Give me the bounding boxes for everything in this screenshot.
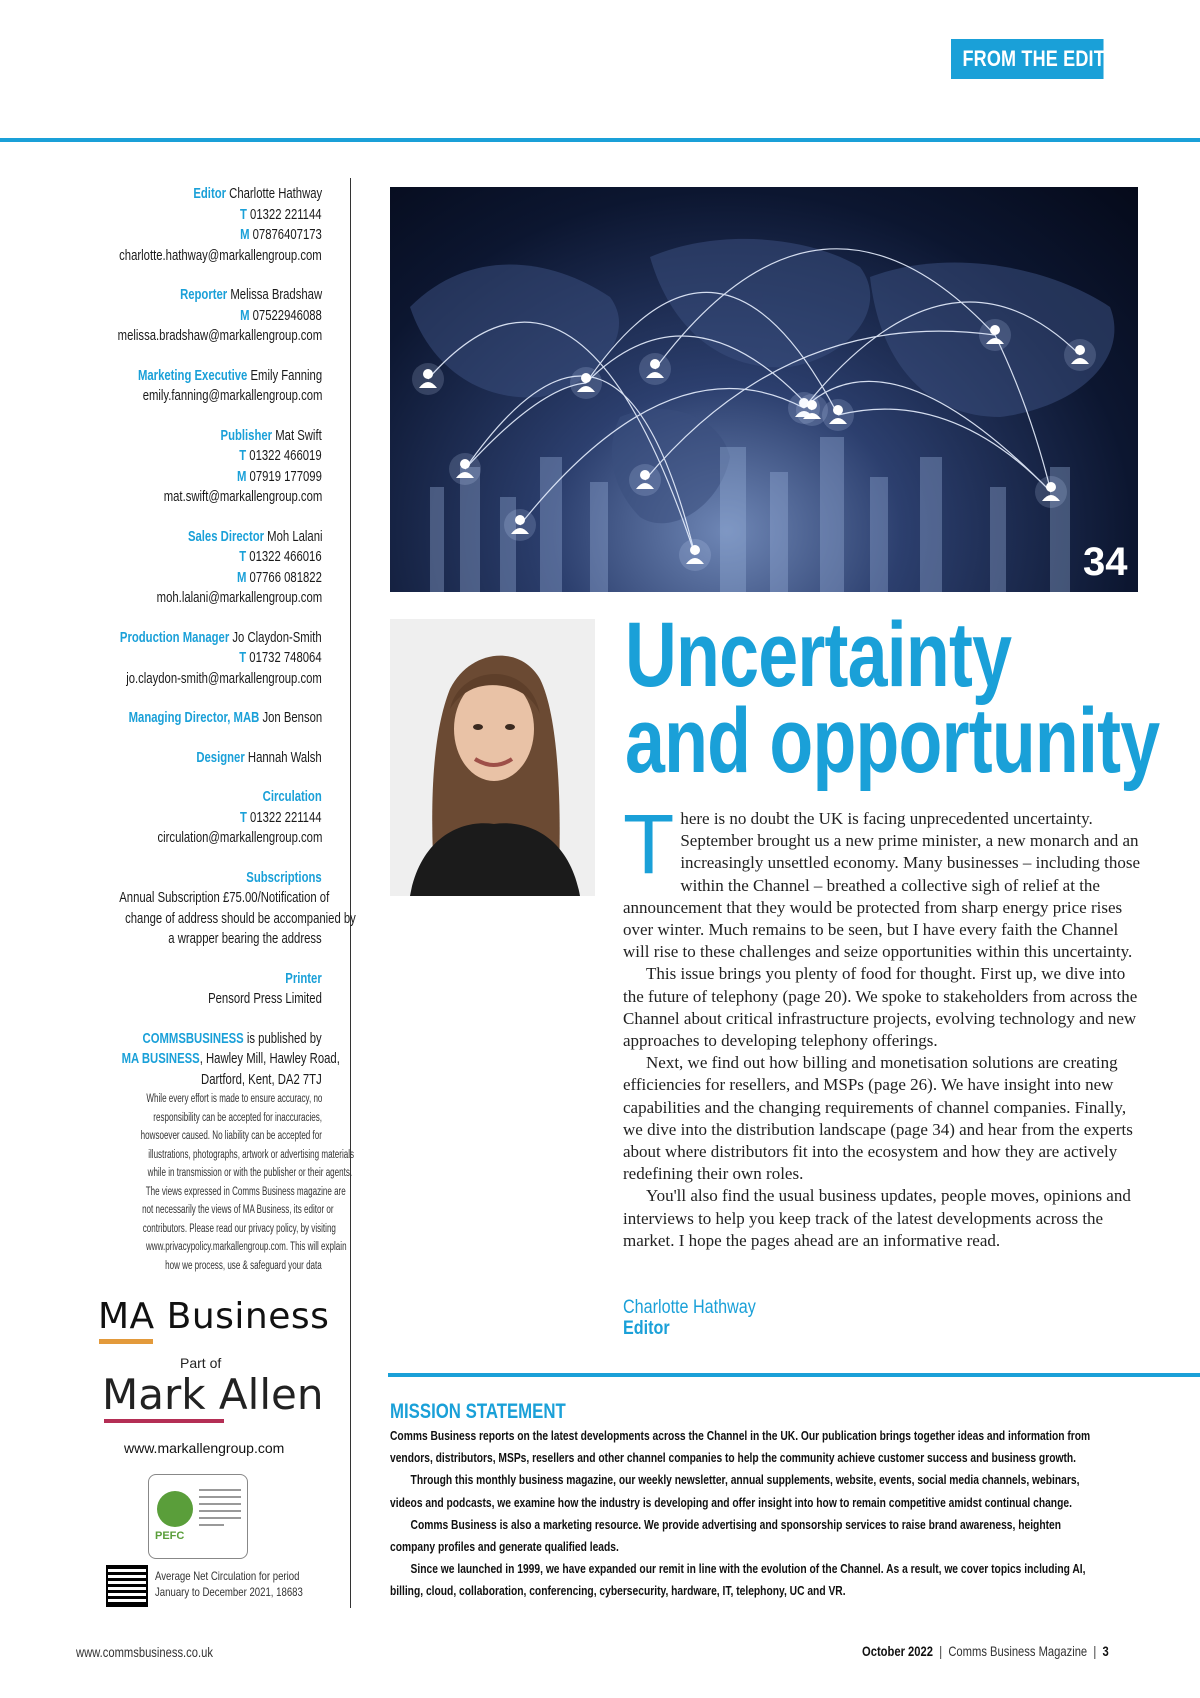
footer-issue-info <box>862 1643 1170 1659</box>
mission-title: MISSION STATEMENT <box>390 1400 566 1423</box>
phone-number: 07876407173 <box>252 227 322 243</box>
contact-type: M <box>240 227 250 243</box>
staff-entry <box>60 527 322 609</box>
footer-website-link[interactable]: www.commsbusiness.co.uk <box>76 1644 213 1660</box>
phone-number: 07919 177099 <box>249 468 322 485</box>
staff-entry <box>60 285 322 347</box>
publisher-block: COMMSBUSINESS is published by MA BUSINESS, Hawley Mill, Hawley Road, Dartford, Kent, DA2 7TJ <box>60 1029 322 1091</box>
masthead <box>60 184 356 1275</box>
circulation-note: Average Net Circulation for period January to December 2021, 18683 <box>155 1569 303 1599</box>
signature-role: Editor <box>623 1318 670 1339</box>
subscriptions-title: Subscriptions <box>246 869 322 886</box>
address-line: Dartford, Kent, DA2 7TJ <box>201 1071 322 1088</box>
staff-email[interactable]: moh.lalani@markallengroup.com <box>156 590 322 606</box>
disclaimer-line: while in transmission or with the publisher or their agents. <box>147 1167 353 1179</box>
staff-email[interactable]: charlotte.hathway@markallengroup.com <box>119 247 322 264</box>
paragraph: This issue brings you plenty of food for thought. First up, we dive into the future of telephony (page 20). We spoke to stakeholders from across the Channel about critical infrastructure projects, evolving technology and new approaches to developing telephony offerings. <box>623 964 1138 1051</box>
mission-line: Since we launched in 1999, we have expanded our remit in line with the evolution of the Channel. As a result, we cover topics including AI, <box>410 1561 1086 1577</box>
signature-name: Charlotte Hathway <box>623 1297 756 1318</box>
user-node-icon <box>807 400 817 410</box>
qr-code <box>106 1565 148 1607</box>
staff-email[interactable]: circulation@markallengroup.com <box>157 830 322 846</box>
mission-rule <box>388 1373 1200 1377</box>
drop-cap: T <box>623 797 675 891</box>
paragraph: Next, we find out how billing and monetisation solutions are creating efficiencies for resellers, and MSPs (page 26). We have insight into new capabilities and the changing requirements of channel companies. Finally, we dive into the distribution landscape (page 34) and hear from the experts about where distributors fit into the ecosystem and how they are actively redefining their own roles. <box>623 1053 1133 1184</box>
staff-role: Reporter <box>179 287 228 303</box>
disclaimer-line: howsoever caused. No liability can be accepted for <box>140 1130 322 1142</box>
mission-line: company profiles and generate qualified leads. <box>390 1539 619 1555</box>
mission-line: Comms Business is also a marketing resource. We provide advertising and sponsorship services to raise brand awareness, heighten <box>410 1516 1062 1532</box>
staff-role: Designer <box>196 749 246 766</box>
staff-name: Jo Claydon-Smith <box>232 629 322 646</box>
group-website-link[interactable]: www.markallengroup.com <box>124 1440 285 1456</box>
disclaimer-line: The views expressed in Comms Business magazine are <box>145 1185 346 1198</box>
part-of-label: Part of <box>180 1355 222 1371</box>
staff-entry <box>60 366 322 407</box>
disclaimer <box>60 1090 355 1275</box>
staff-name: Moh Lalani <box>266 528 322 545</box>
phone-number: 01322 221144 <box>250 206 322 223</box>
headline-line-2: and opportunity <box>625 690 1160 792</box>
staff-role: Managing Director, MAB <box>128 710 260 726</box>
pencil-icon: ✎ <box>1140 49 1155 71</box>
pefc-certification-logo: PEFC <box>148 1474 248 1559</box>
user-node-icon <box>690 545 700 555</box>
user-node-icon <box>423 369 433 379</box>
contact-type: T <box>239 650 247 666</box>
section-label: FROM THE EDITOR ✎ <box>951 39 1104 79</box>
staff-entry <box>60 628 322 690</box>
disclaimer-line: not necessarily the views of MA Business, its editor or <box>142 1204 334 1216</box>
network-map-image <box>390 187 1138 592</box>
disclaimer-line: responsibility can be accepted for inaccuracies, <box>153 1111 322 1124</box>
staff-entry <box>60 426 322 508</box>
staff-name: Mat Swift <box>275 427 322 444</box>
contact-type: M <box>240 307 250 324</box>
paragraph: here is no doubt the UK is facing unprecedented uncertainty. September brought us a new prime minister, a new monarch and an increasingly unsettled economy. Many businesses – including those within the Channel – breathed a collective sigh of relief at the announcement that they would be protected from sharp energy price rises over winter. Much remains to be seen, but I have every faith the Channel will rise to these challenges and seize opportunities within this uncertainty. <box>623 809 1141 962</box>
contact-type: T <box>240 206 248 223</box>
editor-portrait <box>390 619 595 896</box>
magazine-name: Comms Business Magazine <box>948 1643 1088 1659</box>
subscriptions-block <box>60 868 356 950</box>
staff-role: Editor <box>193 186 226 202</box>
header-rule <box>0 138 1200 142</box>
user-node-icon <box>515 515 525 525</box>
staff-entry <box>60 748 322 769</box>
issue-date: October 2022 <box>862 1643 933 1659</box>
subscriptions-line: Annual Subscription £75.00/Notification of <box>119 890 330 906</box>
subscriptions-line: change of address should be accompanied by <box>125 910 356 927</box>
user-node-icon <box>1075 345 1085 355</box>
brand-name: COMMSBUSINESS <box>142 1030 245 1047</box>
mark-allen-logo: Mark Allen <box>102 1370 324 1419</box>
staff-name: Charlotte Hathway <box>228 186 322 202</box>
staff-email[interactable]: mat.swift@markallengroup.com <box>163 489 322 505</box>
staff-entry <box>60 708 322 729</box>
phone-number: 01322 466016 <box>249 549 322 565</box>
staff-email[interactable]: emily.fanning@markallengroup.com <box>142 388 322 404</box>
staff-role: Sales Director <box>187 528 264 545</box>
printer-block <box>60 969 322 1010</box>
subscriptions-line: a wrapper bearing the address <box>168 931 322 947</box>
tree-icon <box>157 1491 193 1527</box>
column-divider <box>350 178 351 1608</box>
paragraph: You'll also find the usual business updates, people moves, opinions and interviews to help you keep track of the latest developments across the market. I hope the pages ahead are an informative read. <box>623 1186 1131 1250</box>
article-body <box>623 797 1143 1252</box>
phone-number: 01732 748064 <box>249 650 322 666</box>
phone-number: 07522946088 <box>252 307 322 324</box>
user-node-icon <box>833 405 843 415</box>
contact-type: T <box>239 448 247 464</box>
staff-name: Hannah Walsh <box>248 749 322 766</box>
mission-line: Comms Business reports on the latest developments across the Channel in the UK. Our publication brings together ideas and information from <box>390 1428 1091 1443</box>
article-headline <box>625 604 1165 792</box>
contact-type: T <box>240 809 248 826</box>
phone-number: 01322 221144 <box>250 809 322 826</box>
disclaimer-line: illustrations, photographs, artwork or advertising materials <box>148 1148 355 1161</box>
page-number: 3 <box>1102 1643 1109 1659</box>
staff-name: Emily Fanning <box>250 367 322 384</box>
user-node-icon <box>990 325 1000 335</box>
staff-role: Production Manager <box>120 629 230 646</box>
separator: | <box>1093 1643 1097 1659</box>
disclaimer-line: While every effort is made to ensure accuracy, no <box>146 1093 322 1105</box>
phone-number: 01322 466019 <box>249 448 322 464</box>
mission-line: videos and podcasts, we examine how the industry is developing and offer insight into how to remain competitive amidst continual change. <box>390 1494 1072 1510</box>
disclaimer-line: contributors. Please read our privacy policy, by visiting <box>142 1222 336 1235</box>
mission-line: vendors, distributors, MSPs, resellers and other channel companies to help the community achieve customer success and business growth. <box>390 1450 1077 1466</box>
company-name: MA BUSINESS <box>121 1051 200 1067</box>
printer-name: Pensord Press Limited <box>208 991 322 1007</box>
mission-body <box>390 1425 1180 1603</box>
user-node-icon <box>1046 482 1056 492</box>
user-node-icon <box>460 459 470 469</box>
page-reference-number: 34 <box>1083 540 1128 584</box>
printer-title: Printer <box>285 970 322 987</box>
headline-line-1: Uncertainty <box>625 604 1012 706</box>
staff-role: Publisher <box>220 427 273 444</box>
phone-number: 07766 081822 <box>249 569 322 586</box>
staff-email[interactable]: melissa.bradshaw@markallengroup.com <box>117 328 323 344</box>
contact-type: M <box>237 569 247 586</box>
mission-line: billing, cloud, collaboration, conferencing, cybersecurity, hardware, IT, telephony, UC and VR. <box>390 1583 846 1599</box>
user-node-icon <box>581 373 591 383</box>
disclaimer-line: how we process, use & safeguard your data <box>165 1259 322 1272</box>
ma-business-logo: MA Business <box>98 1296 330 1337</box>
contact-type: M <box>237 468 247 485</box>
staff-name: Jon Benson <box>262 710 322 726</box>
staff-entry <box>60 787 322 849</box>
ma-business-bar <box>99 1339 153 1344</box>
separator: | <box>939 1643 943 1659</box>
disclaimer-line: www.privacypolicy.markallengroup.com. This will explain <box>145 1241 347 1253</box>
mission-line: Through this monthly business magazine, our weekly newsletter, annual supplements, website, events, social media channels, webinars, <box>410 1472 1080 1488</box>
staff-email[interactable]: jo.claydon-smith@markallengroup.com <box>126 670 322 687</box>
staff-role: Marketing Executive <box>137 367 248 384</box>
mark-allen-bar <box>104 1419 224 1423</box>
user-node-icon <box>640 470 650 480</box>
staff-name: Melissa Bradshaw <box>230 287 322 303</box>
staff-entry <box>60 184 322 266</box>
staff-role: Circulation <box>262 789 322 805</box>
contact-type: T <box>239 549 247 565</box>
user-node-icon <box>650 359 660 369</box>
